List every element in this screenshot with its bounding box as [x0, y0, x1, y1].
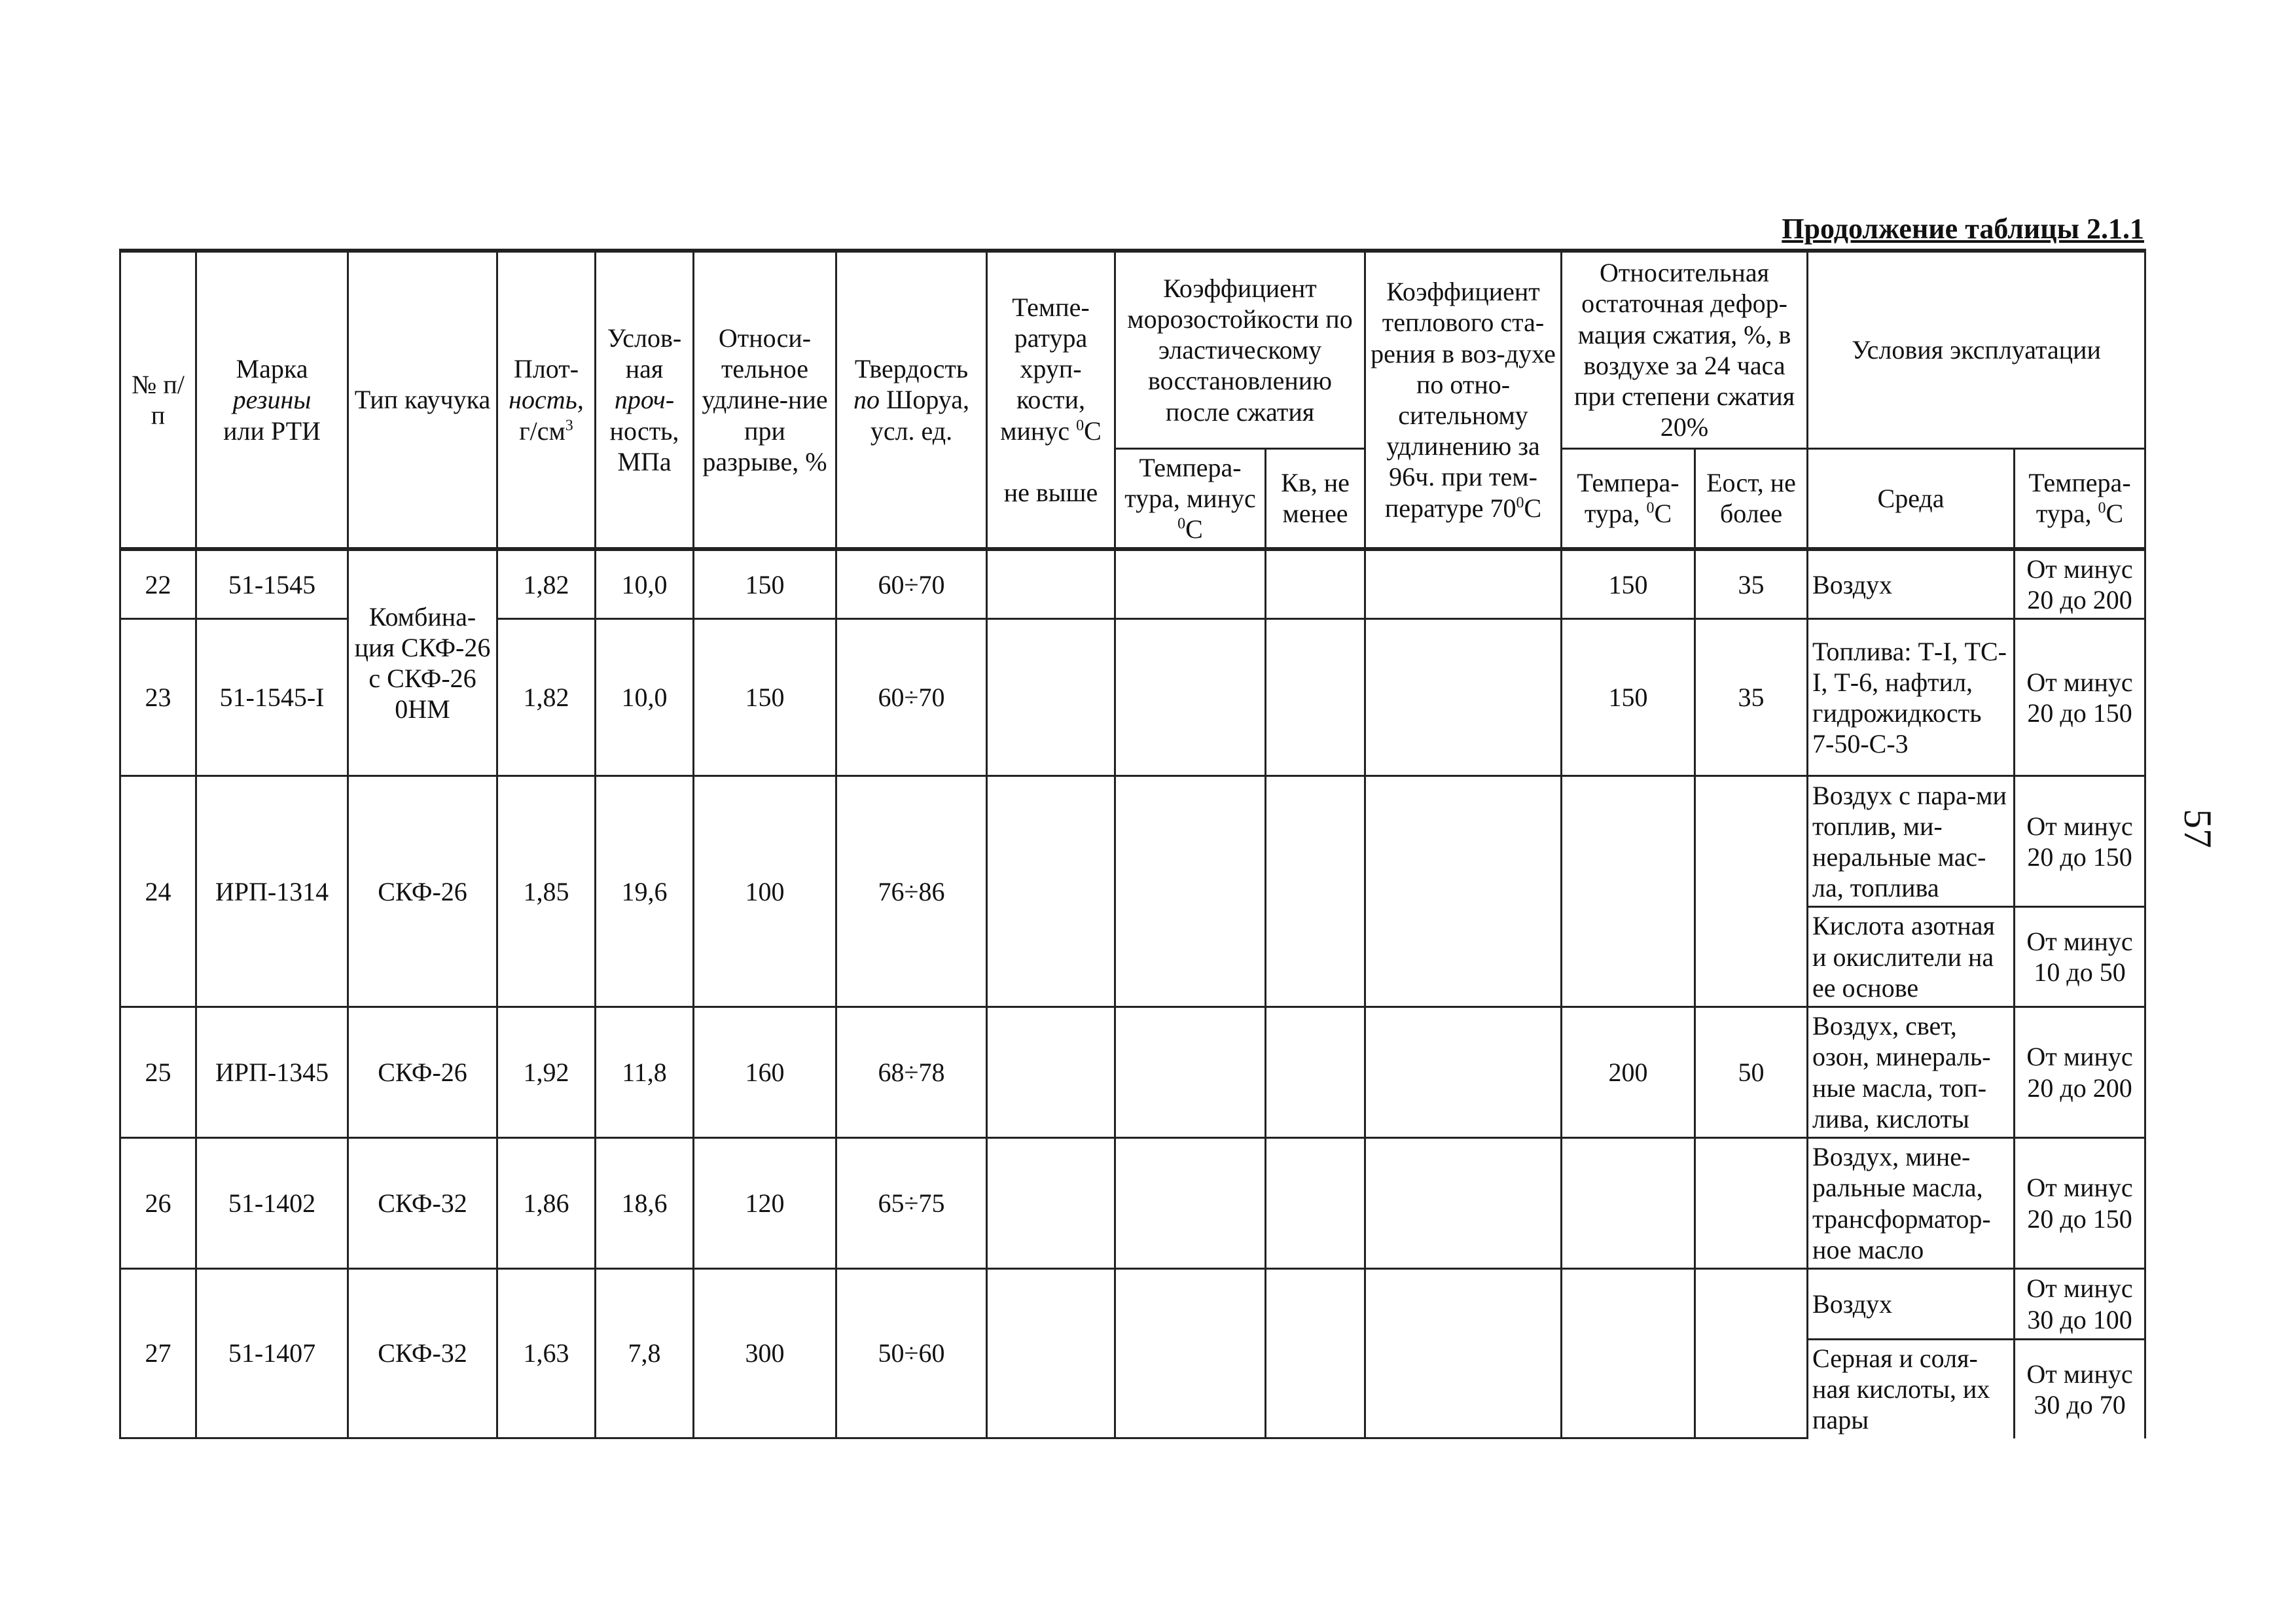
cell-thermal — [1365, 1007, 1562, 1138]
cell-operating-temp: От минус 30 до 70 — [2015, 1340, 2145, 1438]
cell-brand: 51-1402 — [196, 1138, 348, 1269]
cell-environment: Воздух с пара-ми топлив, ми-неральные мас-ла, топлива — [1808, 776, 2015, 907]
header-density: Плот- ность, $г/см^3$ — [497, 251, 596, 549]
cell-brand: ИРП-1314 — [196, 776, 348, 1007]
cell-hardness: 65÷75 — [836, 1138, 987, 1269]
table-row — [120, 1269, 2145, 1340]
cell-frost-temp — [1115, 1007, 1266, 1138]
cell-elongation: 120 — [694, 1138, 836, 1269]
cell-brand: ИРП-1345 — [196, 1007, 348, 1138]
cell-deform-eost: 35 — [1695, 549, 1808, 619]
cell-deform-eost: 35 — [1695, 619, 1808, 776]
header-deform-eost: Еост, не более — [1695, 448, 1808, 549]
cell-frost-kv — [1266, 619, 1365, 776]
cell-elongation: 160 — [694, 1007, 836, 1138]
cell-thermal — [1365, 776, 1562, 1007]
header-strength: Услов-ная проч- ность, МПа — [596, 251, 694, 549]
cell-hardness: 76÷86 — [836, 776, 987, 1007]
header-environment: Среда — [1808, 448, 2015, 549]
header-frost-resistance: Коэффициент морозостойкости по эластическому восстановлению после сжатия — [1115, 251, 1365, 448]
cell-operating-temp: От минус 20 до 150 — [2015, 619, 2145, 776]
cell-hardness: 60÷70 — [836, 619, 987, 776]
header-deform-temp: Темпера-тура, $^0$С — [1562, 448, 1695, 549]
cell-strength: 18,6 — [596, 1138, 694, 1269]
cell-brand: 51-1545 — [196, 549, 348, 619]
cell-frost-kv — [1266, 1138, 1365, 1269]
cell-frost-kv — [1266, 1269, 1365, 1438]
cell-operating-temp: От минус 20 до 150 — [2015, 776, 2145, 907]
cell-thermal — [1365, 549, 1562, 619]
cell-elongation: 100 — [694, 776, 836, 1007]
cell-frost-kv — [1266, 549, 1365, 619]
cell-operating-temp: От минус 20 до 150 — [2015, 1138, 2145, 1269]
table-row — [120, 549, 2145, 619]
page-number: 57 — [2176, 809, 2219, 848]
header-compression-set: Относительная остаточная дефор-мация сжатия, %, в воздухе за 24 часа при степени сжатия 20% — [1562, 251, 1808, 448]
cell-deform-eost: 50 — [1695, 1007, 1808, 1138]
cell-elongation: 300 — [694, 1269, 836, 1438]
cell-frost-temp — [1115, 619, 1266, 776]
table-row — [120, 1007, 2145, 1138]
rubber-properties-table — [119, 249, 2146, 1439]
header-frost-temp: Темпера-тура, минус $^0$С — [1115, 448, 1266, 549]
cell-rubber-type: СКФ-32 — [348, 1269, 497, 1438]
cell-deform-temp — [1562, 1138, 1695, 1269]
cell-brittleness — [987, 1269, 1115, 1438]
cell-operating-temp: От минус 10 до 50 — [2015, 907, 2145, 1007]
cell-rubber-type: СКФ-32 — [348, 1138, 497, 1269]
cell-frost-temp — [1115, 776, 1266, 1007]
cell-deform-temp: 150 — [1562, 549, 1695, 619]
cell-operating-temp: От минус 30 до 100 — [2015, 1269, 2145, 1340]
cell-deform-eost — [1695, 1269, 1808, 1438]
header-frost-kv: Кв, не менее — [1266, 448, 1365, 549]
cell-num: 22 — [120, 549, 196, 619]
cell-rubber-type: СКФ-26 — [348, 1007, 497, 1138]
cell-environment: Воздух — [1808, 1269, 2015, 1340]
cell-environment: Воздух, мине-ральные масла, трансформатор-ное масло — [1808, 1138, 2015, 1269]
cell-environment: Воздух, свет, озон, минераль-ные масла, топ-лива, кислоты — [1808, 1007, 2015, 1138]
cell-deform-temp: 200 — [1562, 1007, 1695, 1138]
cell-thermal — [1365, 619, 1562, 776]
cell-hardness: 50÷60 — [836, 1269, 987, 1438]
cell-strength: 19,6 — [596, 776, 694, 1007]
cell-rubber-type: СКФ-26 — [348, 776, 497, 1007]
cell-hardness: 68÷78 — [836, 1007, 987, 1138]
cell-deform-temp — [1562, 776, 1695, 1007]
header-rubber-type: Тип каучука — [348, 251, 497, 549]
cell-num: 27 — [120, 1269, 196, 1438]
cell-brittleness — [987, 1138, 1115, 1269]
cell-num: 23 — [120, 619, 196, 776]
cell-strength: 10,0 — [596, 549, 694, 619]
cell-density: 1,85 — [497, 776, 596, 1007]
header-thermal-aging: Коэффициент теплового ста-рения в воз-духе по отно-сительному удлинению за 96ч. при тем-пературе $70^0С$ — [1365, 251, 1562, 549]
cell-thermal — [1365, 1138, 1562, 1269]
cell-deform-eost — [1695, 776, 1808, 1007]
cell-num: 25 — [120, 1007, 196, 1138]
cell-brand: 51-1545-I — [196, 619, 348, 776]
cell-environment: Кислота азотная и окислители на ее основе — [1808, 907, 2015, 1007]
cell-frost-temp — [1115, 1269, 1266, 1438]
cell-hardness: 60÷70 — [836, 549, 987, 619]
table-row — [120, 1138, 2145, 1269]
cell-frost-kv — [1266, 776, 1365, 1007]
cell-environment: Серная и соля-ная кислоты, их пары — [1808, 1340, 2015, 1438]
header-hardness: Твердость по Шоруа, усл. ед. — [836, 251, 987, 549]
cell-num: 26 — [120, 1138, 196, 1269]
cell-brand: 51-1407 — [196, 1269, 348, 1438]
cell-deform-temp: 150 — [1562, 619, 1695, 776]
header-operating-conditions: Условия эксплуатации — [1808, 251, 2145, 448]
table-row — [120, 776, 2145, 907]
cell-brittleness — [987, 1007, 1115, 1138]
cell-density: 1,82 — [497, 549, 596, 619]
cell-elongation: 150 — [694, 549, 836, 619]
cell-operating-temp: От минус 20 до 200 — [2015, 1007, 2145, 1138]
cell-frost-temp — [1115, 549, 1266, 619]
cell-strength: 10,0 — [596, 619, 694, 776]
cell-density: 1,92 — [497, 1007, 596, 1138]
cell-operating-temp: От минус 20 до 200 — [2015, 549, 2145, 619]
cell-strength: 7,8 — [596, 1269, 694, 1438]
cell-deform-eost — [1695, 1138, 1808, 1269]
header-elongation: Относи-тельное удлине-ние при разрыве, % — [694, 251, 836, 549]
cell-brittleness — [987, 776, 1115, 1007]
cell-environment: Топлива: Т-I, ТС-I, Т-6, нафтил, гидрожидкость 7-50-С-3 — [1808, 619, 2015, 776]
header-operating-temp: Темпера-тура, $^0$С — [2015, 448, 2145, 549]
cell-strength: 11,8 — [596, 1007, 694, 1138]
cell-num: 24 — [120, 776, 196, 1007]
header-brittleness-temp: Темпе-ратура хруп-кости, минус $^0$С не выше — [987, 251, 1115, 549]
cell-density: 1,63 — [497, 1269, 596, 1438]
cell-rubber-type: Комбина-ция СКФ-26 с СКФ-26 0НМ — [348, 549, 497, 776]
cell-brittleness — [987, 549, 1115, 619]
cell-environment: Воздух — [1808, 549, 2015, 619]
cell-elongation: 150 — [694, 619, 836, 776]
cell-brittleness — [987, 619, 1115, 776]
cell-deform-temp — [1562, 1269, 1695, 1438]
header-num: № п/п — [120, 251, 196, 549]
table-caption: Продолжение таблицы 2.1.1 — [1782, 213, 2144, 245]
cell-density: 1,82 — [497, 619, 596, 776]
cell-frost-temp — [1115, 1138, 1266, 1269]
header-brand: Марка резины или РТИ — [196, 251, 348, 549]
cell-density: 1,86 — [497, 1138, 596, 1269]
cell-thermal — [1365, 1269, 1562, 1438]
cell-frost-kv — [1266, 1007, 1365, 1138]
